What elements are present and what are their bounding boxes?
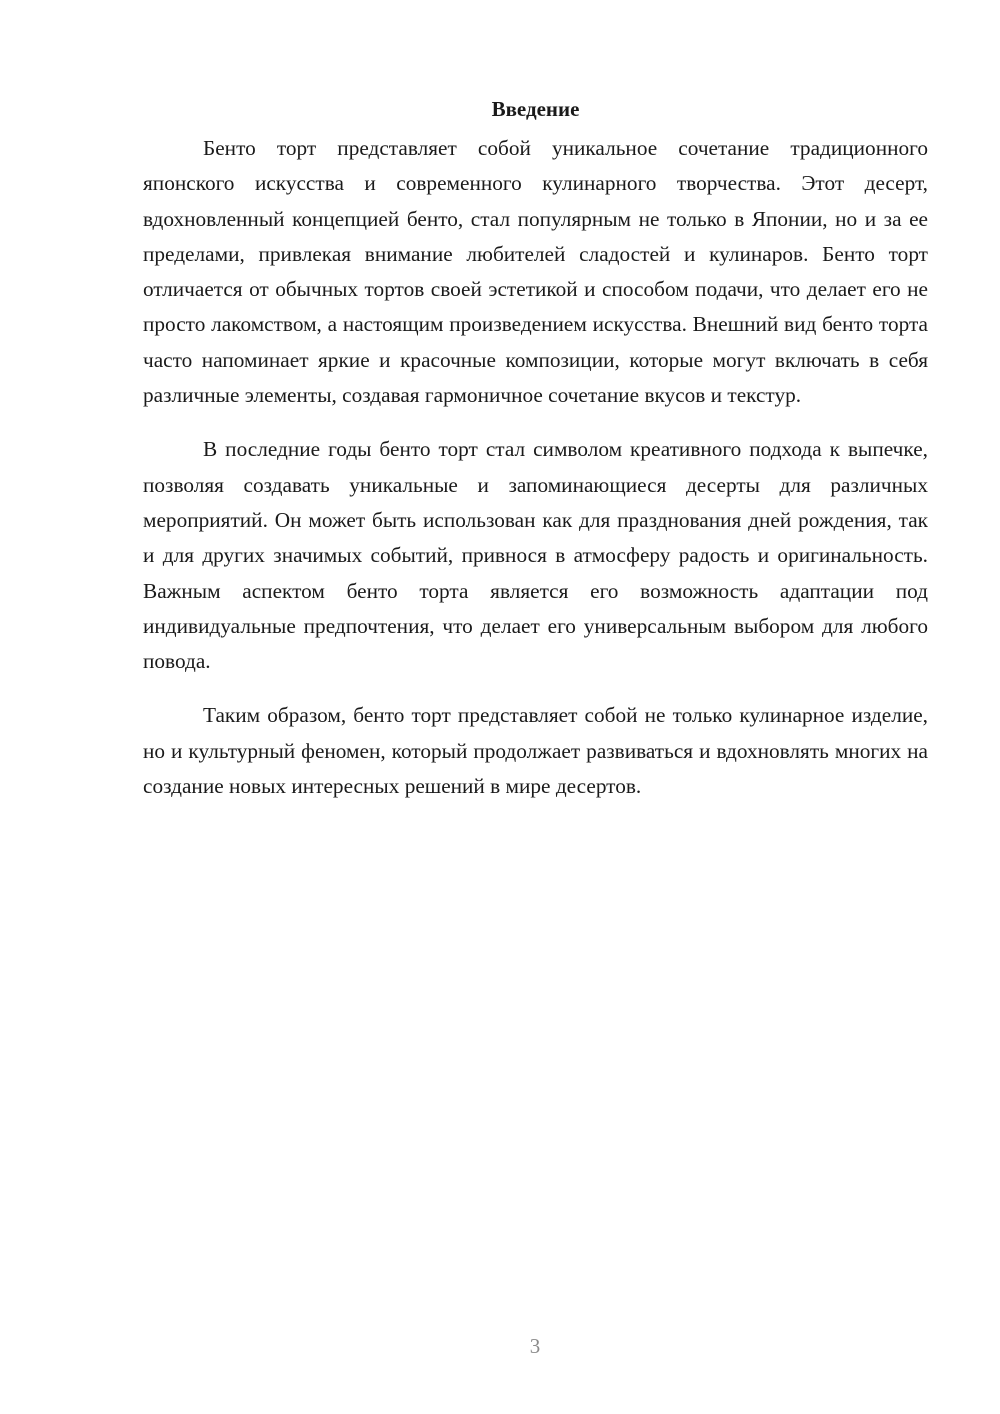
section-heading: Введение bbox=[491, 97, 580, 121]
paragraph-3: Таким образом, бенто торт представляет собой не только кулинарное изделие, но и культурный феномен, который продолжает развиваться и вдохновлять многих на создание новых интересных решений в мире десертов. bbox=[143, 703, 928, 799]
page-number: 3 bbox=[529, 1334, 541, 1358]
paragraph-2: В последние годы бенто торт стал символом креативного подхода к выпечке, позволяя создавать уникальные и запоминающиеся десерты для различных мероприятий. Он может быть использован как для празднования дней рождения, так и для других значимых событий, привнося в атмосферу радость и оригинальность. Важным аспектом бенто торта является его возможность адаптации под индивидуальные предпочтения, что делает его универсальным выбором для любого повода. bbox=[143, 437, 928, 674]
paragraph-1: Бенто торт представляет собой уникальное сочетание традиционного японского искусства и современного кулинарного творчества. Этот десерт, вдохновленный концепцией бенто, стал популярным не только в Японии, но и за ее пределами, привлекая внимание любителей сладостей и кулинаров. Бенто торт отличается от обычных тортов своей эстетикой и способом подачи, что делает его не просто лакомством, а настоящим произведением искусства. Внешний вид бенто торта часто напоминает яркие и красочные композиции, которые могут включать в себя различные элементы, создавая гармоничное сочетание вкусов и текстур. bbox=[143, 136, 928, 408]
page-content bbox=[143, 92, 928, 823]
